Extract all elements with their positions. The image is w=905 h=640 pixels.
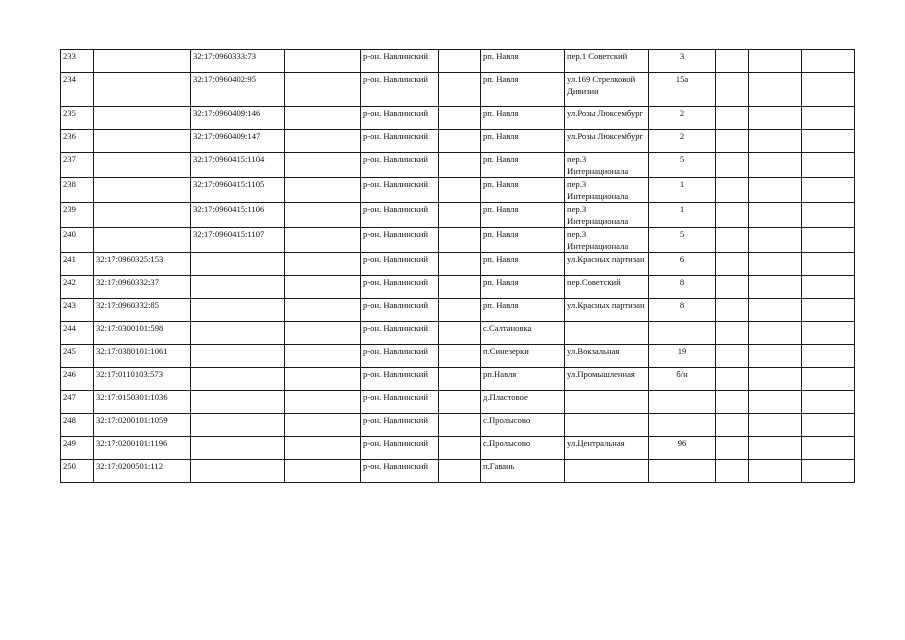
locality-cell: рп. Навля <box>481 299 565 322</box>
empty-cell <box>802 391 855 414</box>
district-cell: р-он. Навлинский <box>361 299 439 322</box>
empty-cell <box>285 153 361 178</box>
empty-cell <box>439 228 481 253</box>
empty-cell <box>716 203 749 228</box>
house-number-cell: 3 <box>649 50 716 73</box>
street-cell <box>565 391 649 414</box>
row-number-cell: 244 <box>61 322 94 345</box>
district-cell: р-он. Навлинский <box>361 253 439 276</box>
district-cell: р-он. Навлинский <box>361 203 439 228</box>
house-number-cell: 1 <box>649 178 716 203</box>
row-number-cell: 247 <box>61 391 94 414</box>
cadastral-number-cell: 32:17:0380101:1061 <box>94 345 191 368</box>
empty-cell <box>802 203 855 228</box>
street-cell: пер.3 Интернационала <box>565 203 649 228</box>
empty-cell <box>716 130 749 153</box>
locality-cell: рп. Навля <box>481 178 565 203</box>
empty-cell <box>716 276 749 299</box>
empty-cell <box>285 178 361 203</box>
empty-cell <box>749 153 802 178</box>
district-cell: р-он. Навлинский <box>361 460 439 483</box>
cadastral-number-alt-cell: 32:17:0960415:1104 <box>191 153 285 178</box>
row-number-cell: 237 <box>61 153 94 178</box>
locality-cell: с.Пролысово <box>481 414 565 437</box>
cadastral-number-alt-cell <box>191 391 285 414</box>
cadastral-number-cell <box>94 130 191 153</box>
row-number-cell: 248 <box>61 414 94 437</box>
cadastral-number-cell: 32:17:0110103:573 <box>94 368 191 391</box>
locality-cell: рп. Навля <box>481 153 565 178</box>
empty-cell <box>749 437 802 460</box>
empty-cell <box>716 391 749 414</box>
empty-cell <box>716 228 749 253</box>
house-number-cell <box>649 391 716 414</box>
street-cell: ул.Промышленная <box>565 368 649 391</box>
row-number-cell: 245 <box>61 345 94 368</box>
district-cell: р-он. Навлинский <box>361 322 439 345</box>
locality-cell: с.Пролысово <box>481 437 565 460</box>
empty-cell <box>716 414 749 437</box>
street-cell <box>565 414 649 437</box>
street-cell: пер.Советский <box>565 276 649 299</box>
empty-cell <box>439 276 481 299</box>
table-row <box>61 253 855 276</box>
table-body <box>61 50 855 483</box>
empty-cell <box>749 203 802 228</box>
empty-cell <box>802 414 855 437</box>
row-number-cell: 246 <box>61 368 94 391</box>
table-row <box>61 460 855 483</box>
district-cell: р-он. Навлинский <box>361 153 439 178</box>
empty-cell <box>439 107 481 130</box>
empty-cell <box>439 253 481 276</box>
empty-cell <box>749 391 802 414</box>
street-cell: ул.Красных партизан <box>565 253 649 276</box>
empty-cell <box>285 391 361 414</box>
cadastral-number-cell <box>94 73 191 107</box>
cadastral-number-alt-cell <box>191 299 285 322</box>
cadastral-number-alt-cell: 32:17:0960409:146 <box>191 107 285 130</box>
cadastral-number-alt-cell <box>191 253 285 276</box>
cadastral-number-cell <box>94 203 191 228</box>
row-number-cell: 238 <box>61 178 94 203</box>
cadastral-number-alt-cell: 32:17:0960415:1105 <box>191 178 285 203</box>
cadastral-number-cell: 32:17:0960332:85 <box>94 299 191 322</box>
empty-cell <box>749 73 802 107</box>
district-cell: р-он. Навлинский <box>361 345 439 368</box>
cadastral-number-alt-cell: 32:17:0960415:1107 <box>191 228 285 253</box>
house-number-cell: 2 <box>649 107 716 130</box>
table-row <box>61 276 855 299</box>
cadastral-number-cell <box>94 153 191 178</box>
street-cell: пер.3 Интернационала <box>565 153 649 178</box>
house-number-cell: 15а <box>649 73 716 107</box>
empty-cell <box>749 107 802 130</box>
table-row <box>61 228 855 253</box>
row-number-cell: 235 <box>61 107 94 130</box>
street-cell: ул.Розы Люксембург <box>565 107 649 130</box>
cadastral-number-cell <box>94 228 191 253</box>
locality-cell: рп. Навля <box>481 50 565 73</box>
house-number-cell: б/н <box>649 368 716 391</box>
street-cell <box>565 460 649 483</box>
empty-cell <box>285 203 361 228</box>
house-number-cell: 6 <box>649 253 716 276</box>
cadastral-number-alt-cell: 32:17:0960415:1106 <box>191 203 285 228</box>
table-row <box>61 414 855 437</box>
empty-cell <box>285 345 361 368</box>
row-number-cell: 249 <box>61 437 94 460</box>
locality-cell: с.Салтановка <box>481 322 565 345</box>
locality-cell: рп. Навля <box>481 107 565 130</box>
street-cell: пер.3 Интернационала <box>565 228 649 253</box>
table-row <box>61 391 855 414</box>
street-cell: ул.Розы Люксембург <box>565 130 649 153</box>
empty-cell <box>716 107 749 130</box>
house-number-cell <box>649 460 716 483</box>
locality-cell: п.Гавань <box>481 460 565 483</box>
empty-cell <box>285 228 361 253</box>
empty-cell <box>285 414 361 437</box>
row-number-cell: 241 <box>61 253 94 276</box>
empty-cell <box>802 107 855 130</box>
cadastral-number-cell: 32:17:0200101:1059 <box>94 414 191 437</box>
table-row <box>61 203 855 228</box>
street-cell: пер.1 Советский <box>565 50 649 73</box>
house-number-cell <box>649 414 716 437</box>
empty-cell <box>749 228 802 253</box>
cadastral-number-cell <box>94 107 191 130</box>
locality-cell: д.Пластовое <box>481 391 565 414</box>
table-row <box>61 153 855 178</box>
street-cell: ул.Вокзальная <box>565 345 649 368</box>
street-cell: пер.3 Интернационала <box>565 178 649 203</box>
empty-cell <box>285 322 361 345</box>
house-number-cell: 8 <box>649 299 716 322</box>
empty-cell <box>439 437 481 460</box>
empty-cell <box>802 276 855 299</box>
empty-cell <box>749 345 802 368</box>
empty-cell <box>285 299 361 322</box>
empty-cell <box>716 299 749 322</box>
table-row <box>61 345 855 368</box>
empty-cell <box>802 253 855 276</box>
row-number-cell: 234 <box>61 73 94 107</box>
cadastral-number-alt-cell <box>191 437 285 460</box>
empty-cell <box>439 322 481 345</box>
street-cell: ул.Красных партизан <box>565 299 649 322</box>
empty-cell <box>749 50 802 73</box>
empty-cell <box>439 345 481 368</box>
empty-cell <box>439 73 481 107</box>
district-cell: р-он. Навлинский <box>361 414 439 437</box>
house-number-cell: 2 <box>649 130 716 153</box>
district-cell: р-он. Навлинский <box>361 437 439 460</box>
empty-cell <box>802 153 855 178</box>
table-row <box>61 322 855 345</box>
empty-cell <box>285 50 361 73</box>
empty-cell <box>439 153 481 178</box>
empty-cell <box>439 460 481 483</box>
cadastral-number-alt-cell: 32:17:0960333:73 <box>191 50 285 73</box>
empty-cell <box>285 107 361 130</box>
house-number-cell: 96 <box>649 437 716 460</box>
cadastral-number-cell: 32:17:0200101:1196 <box>94 437 191 460</box>
empty-cell <box>802 460 855 483</box>
empty-cell <box>716 178 749 203</box>
row-number-cell: 239 <box>61 203 94 228</box>
empty-cell <box>749 322 802 345</box>
table-row <box>61 437 855 460</box>
district-cell: р-он. Навлинский <box>361 368 439 391</box>
row-number-cell: 240 <box>61 228 94 253</box>
locality-cell: рп.Навля <box>481 368 565 391</box>
row-number-cell: 242 <box>61 276 94 299</box>
empty-cell <box>716 368 749 391</box>
empty-cell <box>285 437 361 460</box>
locality-cell: п.Синезерки <box>481 345 565 368</box>
cadastral-number-alt-cell <box>191 345 285 368</box>
empty-cell <box>802 228 855 253</box>
cadastral-number-cell: 32:17:0960332:37 <box>94 276 191 299</box>
house-number-cell: 5 <box>649 228 716 253</box>
empty-cell <box>439 203 481 228</box>
empty-cell <box>802 50 855 73</box>
cadastral-number-alt-cell <box>191 460 285 483</box>
empty-cell <box>439 50 481 73</box>
empty-cell <box>716 73 749 107</box>
empty-cell <box>439 130 481 153</box>
cadastral-number-alt-cell <box>191 368 285 391</box>
empty-cell <box>749 368 802 391</box>
cadastral-number-cell <box>94 178 191 203</box>
cadastral-number-alt-cell <box>191 276 285 299</box>
table-row <box>61 368 855 391</box>
cadastral-number-alt-cell <box>191 322 285 345</box>
cadastral-number-cell: 32:17:0960325:153 <box>94 253 191 276</box>
row-number-cell: 236 <box>61 130 94 153</box>
property-table <box>60 49 855 483</box>
district-cell: р-он. Навлинский <box>361 73 439 107</box>
empty-cell <box>749 460 802 483</box>
cadastral-number-cell <box>94 50 191 73</box>
empty-cell <box>716 345 749 368</box>
empty-cell <box>716 50 749 73</box>
empty-cell <box>439 391 481 414</box>
district-cell: р-он. Навлинский <box>361 391 439 414</box>
street-cell: ул.Центральная <box>565 437 649 460</box>
empty-cell <box>802 437 855 460</box>
empty-cell <box>285 276 361 299</box>
table-row <box>61 130 855 153</box>
empty-cell <box>285 460 361 483</box>
empty-cell <box>749 299 802 322</box>
locality-cell: рп. Навля <box>481 130 565 153</box>
locality-cell: рп. Навля <box>481 73 565 107</box>
empty-cell <box>439 299 481 322</box>
street-cell: ул.169 Стрелковой Дивизии <box>565 73 649 107</box>
empty-cell <box>285 130 361 153</box>
empty-cell <box>802 178 855 203</box>
cadastral-number-cell: 32:17:0300101:598 <box>94 322 191 345</box>
empty-cell <box>716 253 749 276</box>
empty-cell <box>802 345 855 368</box>
empty-cell <box>749 178 802 203</box>
district-cell: р-он. Навлинский <box>361 107 439 130</box>
district-cell: р-он. Навлинский <box>361 50 439 73</box>
table-row <box>61 299 855 322</box>
empty-cell <box>749 276 802 299</box>
district-cell: р-он. Навлинский <box>361 228 439 253</box>
locality-cell: рп. Навля <box>481 228 565 253</box>
empty-cell <box>802 73 855 107</box>
table-row <box>61 73 855 107</box>
empty-cell <box>439 368 481 391</box>
empty-cell <box>439 178 481 203</box>
row-number-cell: 243 <box>61 299 94 322</box>
empty-cell <box>716 460 749 483</box>
locality-cell: рп. Навля <box>481 276 565 299</box>
empty-cell <box>285 253 361 276</box>
table-row <box>61 50 855 73</box>
house-number-cell <box>649 322 716 345</box>
locality-cell: рп. Навля <box>481 253 565 276</box>
empty-cell <box>285 73 361 107</box>
table-row <box>61 178 855 203</box>
empty-cell <box>802 322 855 345</box>
empty-cell <box>716 153 749 178</box>
table-row <box>61 107 855 130</box>
cadastral-number-alt-cell: 32:17:0960402:95 <box>191 73 285 107</box>
empty-cell <box>716 322 749 345</box>
cadastral-number-cell: 32:17:0200501:112 <box>94 460 191 483</box>
district-cell: р-он. Навлинский <box>361 276 439 299</box>
district-cell: р-он. Навлинский <box>361 178 439 203</box>
empty-cell <box>749 253 802 276</box>
house-number-cell: 8 <box>649 276 716 299</box>
empty-cell <box>749 414 802 437</box>
house-number-cell: 5 <box>649 153 716 178</box>
empty-cell <box>439 414 481 437</box>
house-number-cell: 19 <box>649 345 716 368</box>
empty-cell <box>802 368 855 391</box>
empty-cell <box>285 368 361 391</box>
empty-cell <box>749 130 802 153</box>
empty-cell <box>802 299 855 322</box>
district-cell: р-он. Навлинский <box>361 130 439 153</box>
street-cell <box>565 322 649 345</box>
row-number-cell: 250 <box>61 460 94 483</box>
empty-cell <box>716 437 749 460</box>
locality-cell: рп. Навля <box>481 203 565 228</box>
empty-cell <box>802 130 855 153</box>
cadastral-number-alt-cell: 32:17:0960409:147 <box>191 130 285 153</box>
house-number-cell: 1 <box>649 203 716 228</box>
cadastral-number-cell: 32:17:0150301:1036 <box>94 391 191 414</box>
cadastral-number-alt-cell <box>191 414 285 437</box>
row-number-cell: 233 <box>61 50 94 73</box>
